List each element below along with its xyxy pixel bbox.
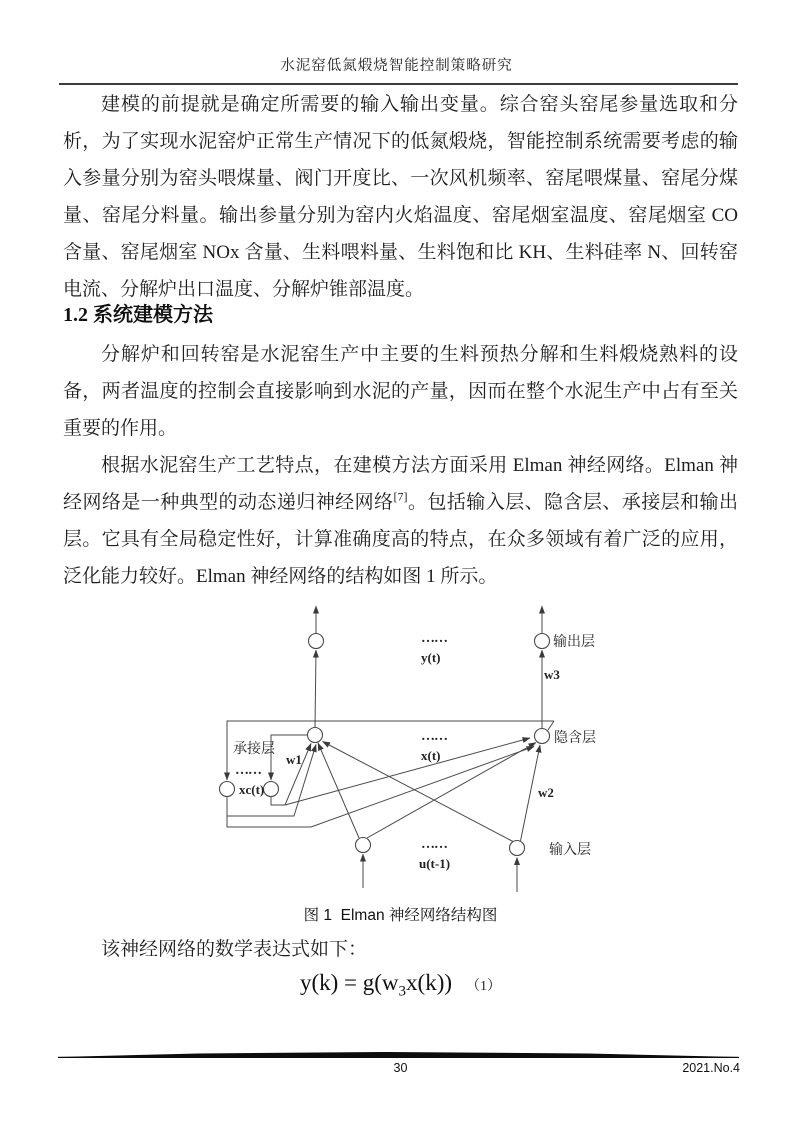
footer-divider-bar <box>58 1051 739 1060</box>
input-to-hidden-lr <box>367 743 536 839</box>
context-copy-corner <box>548 721 554 730</box>
equation-number: （1） <box>466 979 502 994</box>
input-node-left <box>356 838 371 853</box>
paragraph-equation-lead: 该神经网络的数学表达式如下： <box>101 939 368 960</box>
label-xc-t: xc(t) <box>239 782 265 797</box>
input-node-right <box>510 841 525 856</box>
input-to-hidden-rl <box>323 742 514 842</box>
footer-bar-line <box>58 1057 739 1058</box>
context-node-left <box>220 782 235 797</box>
page-number: 30 <box>393 1061 408 1075</box>
dots-input-row: …… <box>421 837 447 852</box>
equation-1 <box>63 970 738 1001</box>
header-divider-rule <box>59 83 738 85</box>
paragraph-calciner-kiln: 分解炉和回转窑是水泥窑生产中主要的生料预热分解和生料煅烧熟料的设备，两者温度的控制会直接影响到水泥的产量，因而在整个水泥生产中占有至关重要的作用。 <box>63 344 738 439</box>
paragraph-elman-text-cont: 。包括输入层、隐含层、承接层和输出层。它具有全局稳定性好，计算准确度高的特点，在众多领域有着广泛的应用，泛化能力较好。Elman 神经网络的结构如图 1 所示。 <box>63 492 738 587</box>
dots-context-row: …… <box>235 763 261 778</box>
issue-number: 2021.No.4 <box>682 1061 740 1075</box>
dots-output-row: …… <box>421 631 447 646</box>
equation-expression <box>299 970 453 1000</box>
hidden-node-left <box>308 728 323 743</box>
output-node-right <box>535 634 550 649</box>
equation-lhs: y(k) = g(w <box>299 970 399 995</box>
label-input-layer: 输入层 <box>549 843 591 858</box>
running-head-title: 水泥窑低氮煅烧智能控制策略研究 <box>280 58 513 74</box>
paragraph-elman-intro <box>63 447 738 595</box>
label-u-t-1: u(t-1) <box>419 856 451 871</box>
dots-hidden-row: …… <box>421 729 447 744</box>
hidden-node-right <box>535 729 550 744</box>
equation-subscript: 3 <box>398 983 407 1000</box>
elman-network-diagram <box>193 596 613 906</box>
label-w1: w1 <box>286 752 302 767</box>
equation-rhs: x(k)) <box>406 970 453 995</box>
paragraph-io-variables: 建模的前提就是确定所需要的输入输出变量。综合窑头窑尾参量选取和分析，为了实现水泥窑炉正常生产情况下的低氮煅烧，智能控制系统需要考虑的输入参量分别为窑头喂煤量、阀门开度比、一次风机频率、窑尾喂煤量、窑尾分煤量、窑尾分料量。输出参量分别为窑内火焰温度、窑尾烟室温度、窑尾烟室 CO 含量、窑尾烟室 NOx 含量、生料喂料量、生料饱和比 KH、生料硅率 N、回转窑电流、分解炉出口温度、分解炉锥部温度。 <box>63 94 738 300</box>
context-node-right <box>264 782 279 797</box>
context-feedback-2 <box>285 738 530 805</box>
label-context-layer: 承接层 <box>233 742 275 757</box>
section-heading-1-2: 1.2 系统建模方法 <box>63 304 213 326</box>
label-w3: w3 <box>544 667 560 682</box>
label-output-layer: 输出层 <box>553 635 595 650</box>
hidden-to-output-left <box>315 650 316 728</box>
figure-caption: 图 1 Elman 神经网络结构图 <box>303 907 498 924</box>
context-copy-outer-loop <box>227 721 554 780</box>
output-node-left <box>309 634 324 649</box>
label-y-t: y(t) <box>421 650 441 665</box>
paragraph-elman-text: 根据水泥窑生产工艺特点，在建模方法方面采用 Elman 神经网络。Elman 神经网络是一种典型的动态递归神经网络 <box>63 455 738 513</box>
label-hidden-layer: 隐含层 <box>554 731 596 746</box>
label-x-t: x(t) <box>421 748 441 763</box>
label-w2: w2 <box>538 785 554 800</box>
citation-ref-7: [7] <box>393 489 408 504</box>
